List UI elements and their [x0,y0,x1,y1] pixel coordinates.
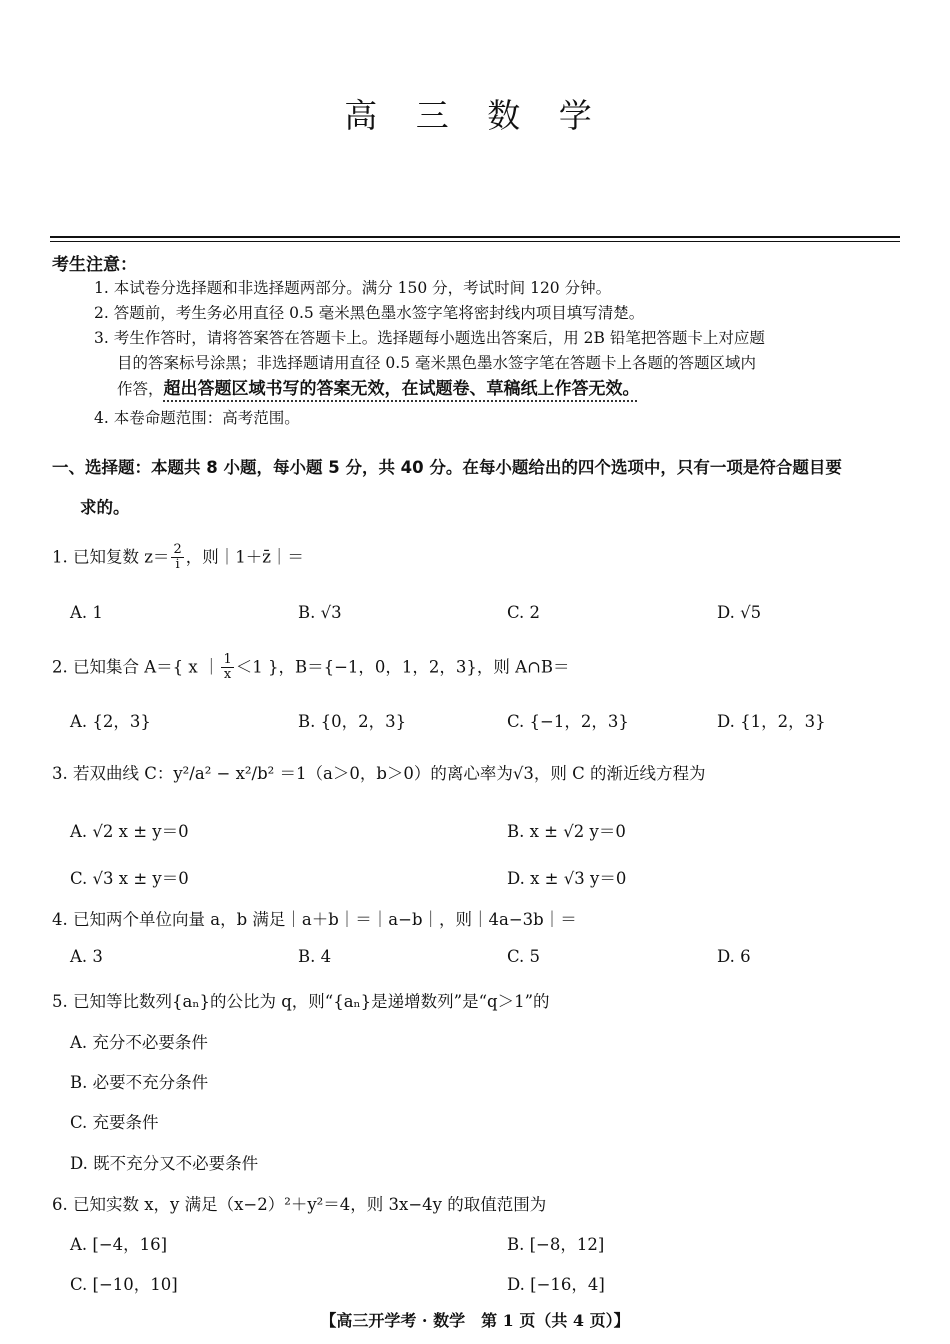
notice-item-3-line-3 [117,374,640,399]
fraction-denominator: x [223,667,232,683]
question-5-option-a: A. 充分不必要条件 [70,1033,208,1052]
question-2-option-c: C. {−1，2，3} [507,712,629,731]
question-2-stem-start: 2. 已知集合 A＝{ x ｜ [52,657,220,677]
question-1-option-d: D. √5 [717,603,762,622]
question-3-stem: 3. 若双曲线 C：y²/a² − x²/b² ＝1（a＞0，b＞0）的离心率为√3，则 C 的渐近线方程为 [52,764,706,783]
fraction-numerator: 2 [173,542,182,557]
question-3-option-a: A. √2 x ± y＝0 [70,822,189,841]
question-1-fraction [171,543,183,573]
question-2-fraction [221,653,233,683]
question-3-option-d: D. x ± √3 y＝0 [507,869,627,888]
question-3-option-b: B. x ± √2 y＝0 [507,822,626,841]
section-heading-line-2: 求的。 [80,498,130,517]
section-heading-line-1: 一、选择题：本题共 8 小题，每小题 5 分，共 40 分。在每小题给出的四个选项中，只有一项是符合题目要 [52,458,842,477]
notice-item-3-prefix: 作答， [117,380,164,398]
question-3-option-c: C. √3 x ± y＝0 [70,869,189,888]
question-1-stem-end: ，则｜1＋z̄｜＝ [185,547,304,567]
notice-item-2: 2. 答题前，考生务必用直径 0.5 毫米黑色墨水签字笔将密封线内项目填写清楚。 [94,304,645,322]
question-1-option-a: A. 1 [70,603,103,622]
notice-heading: 考生注意： [52,255,137,275]
question-4-option-b: B. 4 [298,947,332,966]
question-5-option-d: D. 既不充分又不必要条件 [70,1154,259,1173]
question-2-stem-end: ＜1 }，B＝{−1，0，1，2，3}，则 A∩B＝ [235,657,570,677]
question-2-option-b: B. {0，2，3} [298,712,407,731]
page-title: 高 三 数 学 [344,96,606,135]
question-4-option-d: D. 6 [717,947,751,966]
question-4-stem: 4. 已知两个单位向量 a，b 满足｜a＋b｜＝｜a−b｜，则｜4a−3b｜＝ [52,910,577,929]
header-divider-thick [50,236,900,238]
notice-item-3-line-1: 3. 考生作答时，请将答案答在答题卡上。选择题每小题选出答案后，用 2B 铅笔把答题卡上对应题 [94,329,765,347]
question-2-option-d: D. {1，2，3} [717,712,826,731]
fraction-denominator: i [175,557,180,573]
question-5-option-b: B. 必要不充分条件 [70,1073,209,1092]
notice-emphasis: 超出答题区域书写的答案无效，在试题卷、草稿纸上作答无效。 [163,379,640,399]
notice-item-4: 4. 本卷命题范围：高考范围。 [94,409,300,427]
question-4-option-a: A. 3 [70,947,103,966]
notice-item-1: 1. 本试卷分选择题和非选择题两部分。满分 150 分，考试时间 120 分钟。 [94,279,612,297]
page-footer: 【高三开学考 · 数学 第 1 页（共 4 页）】 [320,1311,630,1330]
question-6-option-c: C. [−10，10] [70,1275,178,1294]
question-6-option-a: A. [−4，16] [70,1235,168,1254]
question-5-option-c: C. 充要条件 [70,1113,159,1132]
question-6-option-b: B. [−8，12] [507,1235,605,1254]
fraction-numerator: 1 [223,652,232,667]
question-2-stem [52,653,570,683]
question-4-option-c: C. 5 [507,947,541,966]
question-1-stem-start: 1. 已知复数 z＝ [52,547,170,567]
header-divider-thin [50,241,900,242]
notice-item-3-line-2: 目的答案标号涂黑；非选择题请用直径 0.5 毫米黑色墨水签字笔在答题卡上各题的答题区域内 [117,354,757,372]
question-6-option-d: D. [−16，4] [507,1275,605,1294]
question-6-stem: 6. 已知实数 x，y 满足（x−2）²＋y²＝4，则 3x−4y 的取值范围为 [52,1195,547,1214]
question-1-stem [52,543,304,573]
question-2-option-a: A. {2，3} [70,712,151,731]
question-5-stem: 5. 已知等比数列{aₙ}的公比为 q，则“{aₙ}是递增数列”是“q＞1”的 [52,992,550,1011]
question-1-option-c: C. 2 [507,603,541,622]
question-1-option-b: B. √3 [298,603,342,622]
